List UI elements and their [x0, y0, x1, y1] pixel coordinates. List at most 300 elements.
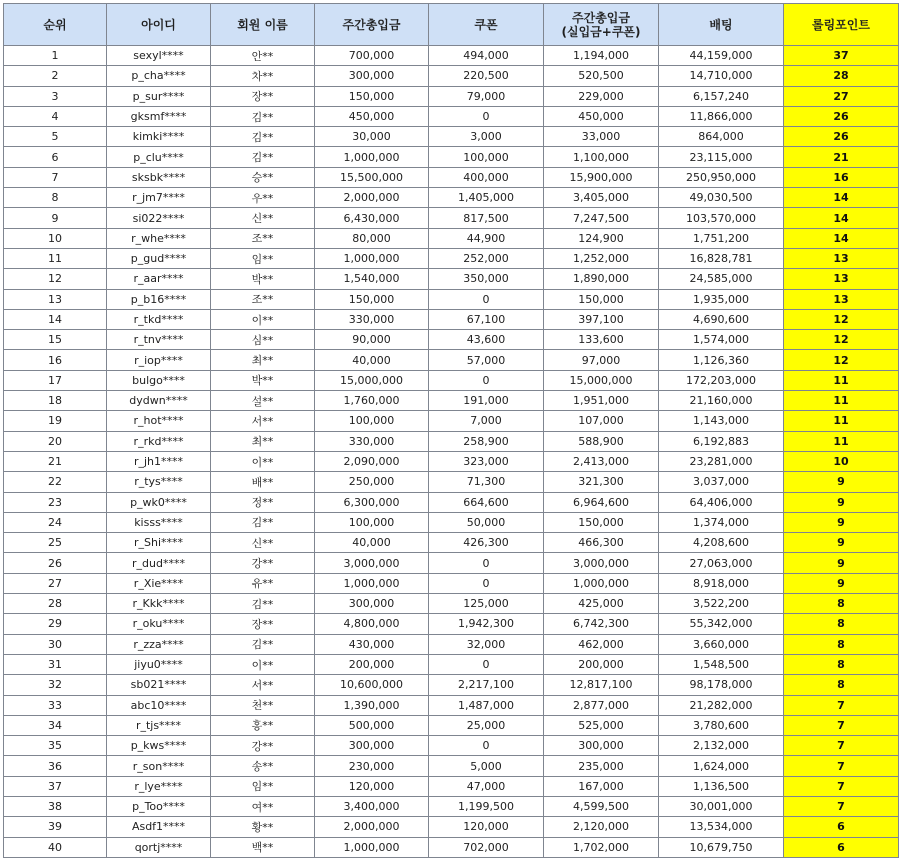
table-row [4, 614, 899, 634]
cell-rolling-points: 8 [784, 594, 899, 614]
cell-rolling-points: 16 [784, 167, 899, 187]
cell-weekly-deposit: 230,000 [315, 756, 429, 776]
cell-coupon: 3,000 [429, 127, 544, 147]
cell-rolling-points: 7 [784, 796, 899, 816]
cell-user-id: p_kws**** [107, 736, 211, 756]
cell-weekly-deposit: 500,000 [315, 715, 429, 735]
col-header-rolling-points: 롤링포인트 [784, 4, 899, 46]
cell-weekly-total: 588,900 [544, 431, 659, 451]
table-row [4, 167, 899, 187]
cell-user-id: r_zza**** [107, 634, 211, 654]
cell-member-name: 배** [211, 472, 315, 492]
cell-member-name: 조** [211, 289, 315, 309]
cell-member-name: 차** [211, 66, 315, 86]
cell-weekly-total: 1,100,000 [544, 147, 659, 167]
cell-user-id: r_jh1**** [107, 451, 211, 471]
cell-rolling-points: 13 [784, 248, 899, 268]
cell-weekly-total: 520,500 [544, 66, 659, 86]
cell-weekly-deposit: 1,000,000 [315, 248, 429, 268]
cell-betting: 13,534,000 [659, 817, 784, 837]
cell-weekly-total: 235,000 [544, 756, 659, 776]
cell-user-id: r_rkd**** [107, 431, 211, 451]
cell-user-id: r_tys**** [107, 472, 211, 492]
table-row [4, 370, 899, 390]
cell-betting: 64,406,000 [659, 492, 784, 512]
table-row [4, 817, 899, 837]
cell-rank: 6 [4, 147, 107, 167]
cell-user-id: p_b16**** [107, 289, 211, 309]
table-row [4, 309, 899, 329]
cell-rank: 4 [4, 106, 107, 126]
table-row [4, 411, 899, 431]
cell-rank: 15 [4, 330, 107, 350]
cell-user-id: gksmf**** [107, 106, 211, 126]
cell-user-id: r_tkd**** [107, 309, 211, 329]
cell-betting: 30,001,000 [659, 796, 784, 816]
cell-rolling-points: 14 [784, 228, 899, 248]
cell-member-name: 유** [211, 573, 315, 593]
cell-coupon: 100,000 [429, 147, 544, 167]
cell-weekly-total: 15,900,000 [544, 167, 659, 187]
cell-rolling-points: 13 [784, 289, 899, 309]
cell-weekly-deposit: 250,000 [315, 472, 429, 492]
cell-weekly-total: 3,405,000 [544, 188, 659, 208]
cell-weekly-deposit: 700,000 [315, 46, 429, 66]
table-row [4, 350, 899, 370]
cell-coupon: 350,000 [429, 269, 544, 289]
cell-user-id: sb021**** [107, 675, 211, 695]
cell-betting: 6,157,240 [659, 86, 784, 106]
cell-user-id: sksbk**** [107, 167, 211, 187]
cell-coupon: 7,000 [429, 411, 544, 431]
cell-betting: 55,342,000 [659, 614, 784, 634]
cell-rank: 30 [4, 634, 107, 654]
cell-user-id: kimki**** [107, 127, 211, 147]
cell-weekly-total: 3,000,000 [544, 553, 659, 573]
cell-member-name: 김** [211, 106, 315, 126]
cell-coupon: 1,199,500 [429, 796, 544, 816]
cell-coupon: 125,000 [429, 594, 544, 614]
cell-member-name: 이** [211, 309, 315, 329]
table-row [4, 512, 899, 532]
cell-betting: 1,374,000 [659, 512, 784, 532]
cell-weekly-total: 7,247,500 [544, 208, 659, 228]
cell-weekly-deposit: 100,000 [315, 512, 429, 532]
col-header-rank: 순위 [4, 4, 107, 46]
cell-weekly-total: 15,000,000 [544, 370, 659, 390]
cell-user-id: r_aar**** [107, 269, 211, 289]
table-header [4, 4, 899, 46]
cell-weekly-total: 1,890,000 [544, 269, 659, 289]
cell-rank: 8 [4, 188, 107, 208]
cell-weekly-deposit: 90,000 [315, 330, 429, 350]
cell-weekly-deposit: 40,000 [315, 350, 429, 370]
cell-betting: 10,679,750 [659, 837, 784, 857]
cell-coupon: 323,000 [429, 451, 544, 471]
table-row [4, 553, 899, 573]
cell-user-id: r_iop**** [107, 350, 211, 370]
cell-coupon: 120,000 [429, 817, 544, 837]
cell-rank: 35 [4, 736, 107, 756]
cell-rank: 17 [4, 370, 107, 390]
cell-weekly-deposit: 450,000 [315, 106, 429, 126]
col-header-weekly-deposit: 주간총입금 [315, 4, 429, 46]
cell-member-name: 임** [211, 776, 315, 796]
cell-coupon: 664,600 [429, 492, 544, 512]
col-header-betting: 배팅 [659, 4, 784, 46]
cell-weekly-deposit: 300,000 [315, 66, 429, 86]
cell-coupon: 79,000 [429, 86, 544, 106]
cell-member-name: 우** [211, 188, 315, 208]
cell-coupon: 47,000 [429, 776, 544, 796]
table-row [4, 451, 899, 471]
cell-member-name: 정** [211, 492, 315, 512]
cell-rank: 19 [4, 411, 107, 431]
cell-weekly-total: 525,000 [544, 715, 659, 735]
cell-weekly-total: 2,120,000 [544, 817, 659, 837]
header-row [4, 4, 899, 46]
cell-weekly-deposit: 200,000 [315, 654, 429, 674]
cell-member-name: 송** [211, 756, 315, 776]
table-row [4, 837, 899, 857]
cell-weekly-deposit: 2,000,000 [315, 188, 429, 208]
cell-rolling-points: 6 [784, 817, 899, 837]
cell-betting: 103,570,000 [659, 208, 784, 228]
cell-rank: 16 [4, 350, 107, 370]
cell-betting: 14,710,000 [659, 66, 784, 86]
cell-rolling-points: 9 [784, 533, 899, 553]
cell-rank: 23 [4, 492, 107, 512]
cell-weekly-deposit: 1,540,000 [315, 269, 429, 289]
cell-rank: 32 [4, 675, 107, 695]
cell-coupon: 5,000 [429, 756, 544, 776]
cell-user-id: r_son**** [107, 756, 211, 776]
cell-coupon: 0 [429, 736, 544, 756]
cell-betting: 3,037,000 [659, 472, 784, 492]
cell-rank: 27 [4, 573, 107, 593]
cell-weekly-total: 1,194,000 [544, 46, 659, 66]
table-row [4, 573, 899, 593]
cell-weekly-total: 466,300 [544, 533, 659, 553]
cell-member-name: 설** [211, 391, 315, 411]
cell-betting: 27,063,000 [659, 553, 784, 573]
cell-weekly-total: 1,702,000 [544, 837, 659, 857]
cell-rolling-points: 14 [784, 208, 899, 228]
cell-weekly-total: 150,000 [544, 289, 659, 309]
cell-member-name: 승** [211, 167, 315, 187]
cell-weekly-total: 33,000 [544, 127, 659, 147]
ranking-table [3, 3, 899, 858]
cell-user-id: r_tnv**** [107, 330, 211, 350]
cell-betting: 23,281,000 [659, 451, 784, 471]
cell-member-name: 신** [211, 533, 315, 553]
cell-rank: 22 [4, 472, 107, 492]
cell-coupon: 400,000 [429, 167, 544, 187]
cell-coupon: 71,300 [429, 472, 544, 492]
cell-user-id: r_jm7**** [107, 188, 211, 208]
cell-user-id: r_dud**** [107, 553, 211, 573]
cell-betting: 3,780,600 [659, 715, 784, 735]
cell-betting: 1,143,000 [659, 411, 784, 431]
cell-coupon: 258,900 [429, 431, 544, 451]
cell-weekly-deposit: 1,760,000 [315, 391, 429, 411]
cell-rolling-points: 26 [784, 106, 899, 126]
cell-rolling-points: 12 [784, 309, 899, 329]
cell-coupon: 25,000 [429, 715, 544, 735]
cell-member-name: 서** [211, 675, 315, 695]
cell-weekly-total: 300,000 [544, 736, 659, 756]
cell-rolling-points: 9 [784, 472, 899, 492]
cell-rank: 26 [4, 553, 107, 573]
cell-rolling-points: 7 [784, 695, 899, 715]
cell-coupon: 57,000 [429, 350, 544, 370]
cell-rank: 10 [4, 228, 107, 248]
cell-member-name: 김** [211, 147, 315, 167]
cell-rank: 24 [4, 512, 107, 532]
cell-rolling-points: 21 [784, 147, 899, 167]
cell-rank: 20 [4, 431, 107, 451]
cell-weekly-deposit: 430,000 [315, 634, 429, 654]
cell-member-name: 장** [211, 86, 315, 106]
cell-coupon: 0 [429, 553, 544, 573]
cell-member-name: 신** [211, 208, 315, 228]
cell-rank: 37 [4, 776, 107, 796]
cell-weekly-deposit: 2,090,000 [315, 451, 429, 471]
cell-coupon: 494,000 [429, 46, 544, 66]
cell-weekly-deposit: 4,800,000 [315, 614, 429, 634]
cell-betting: 21,160,000 [659, 391, 784, 411]
cell-user-id: r_lye**** [107, 776, 211, 796]
col-header-weekly-total: 주간총입금 (실입금+쿠폰) [544, 4, 659, 46]
cell-rolling-points: 11 [784, 411, 899, 431]
cell-betting: 864,000 [659, 127, 784, 147]
cell-rank: 3 [4, 86, 107, 106]
cell-weekly-total: 2,413,000 [544, 451, 659, 471]
cell-weekly-deposit: 40,000 [315, 533, 429, 553]
cell-user-id: r_oku**** [107, 614, 211, 634]
cell-rank: 36 [4, 756, 107, 776]
col-header-user-id: 아이디 [107, 4, 211, 46]
cell-rolling-points: 9 [784, 512, 899, 532]
cell-user-id: dydwn**** [107, 391, 211, 411]
cell-user-id: p_cha**** [107, 66, 211, 86]
cell-weekly-deposit: 1,000,000 [315, 147, 429, 167]
cell-rank: 31 [4, 654, 107, 674]
cell-weekly-total: 2,877,000 [544, 695, 659, 715]
cell-member-name: 심** [211, 330, 315, 350]
cell-betting: 3,522,200 [659, 594, 784, 614]
table-row [4, 634, 899, 654]
cell-user-id: r_Shi**** [107, 533, 211, 553]
cell-user-id: r_whe**** [107, 228, 211, 248]
table-row [4, 391, 899, 411]
cell-betting: 1,126,360 [659, 350, 784, 370]
cell-weekly-total: 107,000 [544, 411, 659, 431]
cell-weekly-deposit: 300,000 [315, 594, 429, 614]
cell-member-name: 김** [211, 512, 315, 532]
table-row [4, 289, 899, 309]
cell-user-id: qortj**** [107, 837, 211, 857]
cell-member-name: 김** [211, 634, 315, 654]
cell-betting: 1,624,000 [659, 756, 784, 776]
cell-betting: 21,282,000 [659, 695, 784, 715]
cell-coupon: 1,487,000 [429, 695, 544, 715]
cell-rolling-points: 14 [784, 188, 899, 208]
cell-user-id: sexyl**** [107, 46, 211, 66]
cell-coupon: 220,500 [429, 66, 544, 86]
cell-weekly-total: 229,000 [544, 86, 659, 106]
cell-coupon: 426,300 [429, 533, 544, 553]
cell-rank: 25 [4, 533, 107, 553]
cell-member-name: 여** [211, 796, 315, 816]
cell-user-id: si022**** [107, 208, 211, 228]
cell-weekly-total: 6,742,300 [544, 614, 659, 634]
table-row [4, 776, 899, 796]
cell-coupon: 1,942,300 [429, 614, 544, 634]
cell-coupon: 702,000 [429, 837, 544, 857]
cell-betting: 44,159,000 [659, 46, 784, 66]
cell-rolling-points: 9 [784, 492, 899, 512]
cell-member-name: 장** [211, 614, 315, 634]
cell-rolling-points: 12 [784, 350, 899, 370]
cell-rank: 2 [4, 66, 107, 86]
cell-user-id: p_clu**** [107, 147, 211, 167]
cell-member-name: 김** [211, 127, 315, 147]
cell-weekly-total: 1,951,000 [544, 391, 659, 411]
cell-coupon: 0 [429, 370, 544, 390]
cell-rolling-points: 11 [784, 391, 899, 411]
cell-user-id: p_Too**** [107, 796, 211, 816]
table-row [4, 736, 899, 756]
table-row [4, 66, 899, 86]
cell-rolling-points: 9 [784, 553, 899, 573]
cell-rolling-points: 11 [784, 431, 899, 451]
cell-member-name: 이** [211, 451, 315, 471]
cell-rolling-points: 8 [784, 654, 899, 674]
cell-rolling-points: 8 [784, 634, 899, 654]
cell-weekly-total: 1,000,000 [544, 573, 659, 593]
cell-coupon: 0 [429, 106, 544, 126]
cell-weekly-deposit: 150,000 [315, 289, 429, 309]
cell-coupon: 2,217,100 [429, 675, 544, 695]
cell-rolling-points: 11 [784, 370, 899, 390]
cell-weekly-deposit: 3,000,000 [315, 553, 429, 573]
cell-betting: 16,828,781 [659, 248, 784, 268]
cell-coupon: 67,100 [429, 309, 544, 329]
cell-weekly-deposit: 6,430,000 [315, 208, 429, 228]
cell-weekly-deposit: 30,000 [315, 127, 429, 147]
cell-member-name: 임** [211, 248, 315, 268]
cell-betting: 6,192,883 [659, 431, 784, 451]
cell-betting: 172,203,000 [659, 370, 784, 390]
table-row [4, 675, 899, 695]
cell-coupon: 43,600 [429, 330, 544, 350]
cell-rank: 12 [4, 269, 107, 289]
cell-weekly-deposit: 120,000 [315, 776, 429, 796]
cell-weekly-total: 150,000 [544, 512, 659, 532]
cell-rolling-points: 7 [784, 736, 899, 756]
cell-user-id: r_tjs**** [107, 715, 211, 735]
cell-coupon: 817,500 [429, 208, 544, 228]
table-row [4, 188, 899, 208]
cell-member-name: 안** [211, 46, 315, 66]
cell-weekly-total: 97,000 [544, 350, 659, 370]
cell-rank: 11 [4, 248, 107, 268]
cell-rolling-points: 8 [784, 675, 899, 695]
cell-user-id: bulgo**** [107, 370, 211, 390]
cell-betting: 24,585,000 [659, 269, 784, 289]
table-row [4, 228, 899, 248]
cell-user-id: kisss**** [107, 512, 211, 532]
table-row [4, 208, 899, 228]
cell-member-name: 최** [211, 431, 315, 451]
cell-weekly-deposit: 15,500,000 [315, 167, 429, 187]
table-row [4, 472, 899, 492]
table-row [4, 533, 899, 553]
cell-coupon: 0 [429, 289, 544, 309]
cell-weekly-total: 425,000 [544, 594, 659, 614]
cell-betting: 98,178,000 [659, 675, 784, 695]
cell-rolling-points: 7 [784, 776, 899, 796]
cell-rolling-points: 27 [784, 86, 899, 106]
cell-rank: 38 [4, 796, 107, 816]
cell-user-id: p_sur**** [107, 86, 211, 106]
cell-coupon: 191,000 [429, 391, 544, 411]
cell-member-name: 강** [211, 553, 315, 573]
cell-betting: 49,030,500 [659, 188, 784, 208]
cell-betting: 11,866,000 [659, 106, 784, 126]
cell-betting: 1,574,000 [659, 330, 784, 350]
table-row [4, 248, 899, 268]
table-row [4, 654, 899, 674]
cell-user-id: p_gud**** [107, 248, 211, 268]
cell-coupon: 44,900 [429, 228, 544, 248]
cell-betting: 1,935,000 [659, 289, 784, 309]
cell-rolling-points: 9 [784, 573, 899, 593]
cell-rolling-points: 7 [784, 715, 899, 735]
cell-weekly-deposit: 3,400,000 [315, 796, 429, 816]
cell-user-id: p_wk0**** [107, 492, 211, 512]
cell-member-name: 서** [211, 411, 315, 431]
cell-weekly-deposit: 15,000,000 [315, 370, 429, 390]
cell-rolling-points: 26 [784, 127, 899, 147]
cell-weekly-total: 133,600 [544, 330, 659, 350]
table-row [4, 695, 899, 715]
cell-member-name: 홍** [211, 715, 315, 735]
cell-member-name: 강** [211, 736, 315, 756]
table-row [4, 106, 899, 126]
cell-rank: 39 [4, 817, 107, 837]
cell-member-name: 천** [211, 695, 315, 715]
col-header-member-name: 회원 이름 [211, 4, 315, 46]
cell-weekly-total: 450,000 [544, 106, 659, 126]
cell-member-name: 박** [211, 370, 315, 390]
table-row [4, 269, 899, 289]
cell-user-id: jiyu0**** [107, 654, 211, 674]
cell-weekly-deposit: 80,000 [315, 228, 429, 248]
cell-weekly-deposit: 1,000,000 [315, 837, 429, 857]
cell-betting: 8,918,000 [659, 573, 784, 593]
cell-weekly-deposit: 150,000 [315, 86, 429, 106]
cell-weekly-deposit: 100,000 [315, 411, 429, 431]
cell-betting: 1,136,500 [659, 776, 784, 796]
cell-coupon: 32,000 [429, 634, 544, 654]
cell-weekly-total: 167,000 [544, 776, 659, 796]
cell-weekly-total: 1,252,000 [544, 248, 659, 268]
cell-weekly-deposit: 1,390,000 [315, 695, 429, 715]
cell-rank: 28 [4, 594, 107, 614]
table-row [4, 431, 899, 451]
